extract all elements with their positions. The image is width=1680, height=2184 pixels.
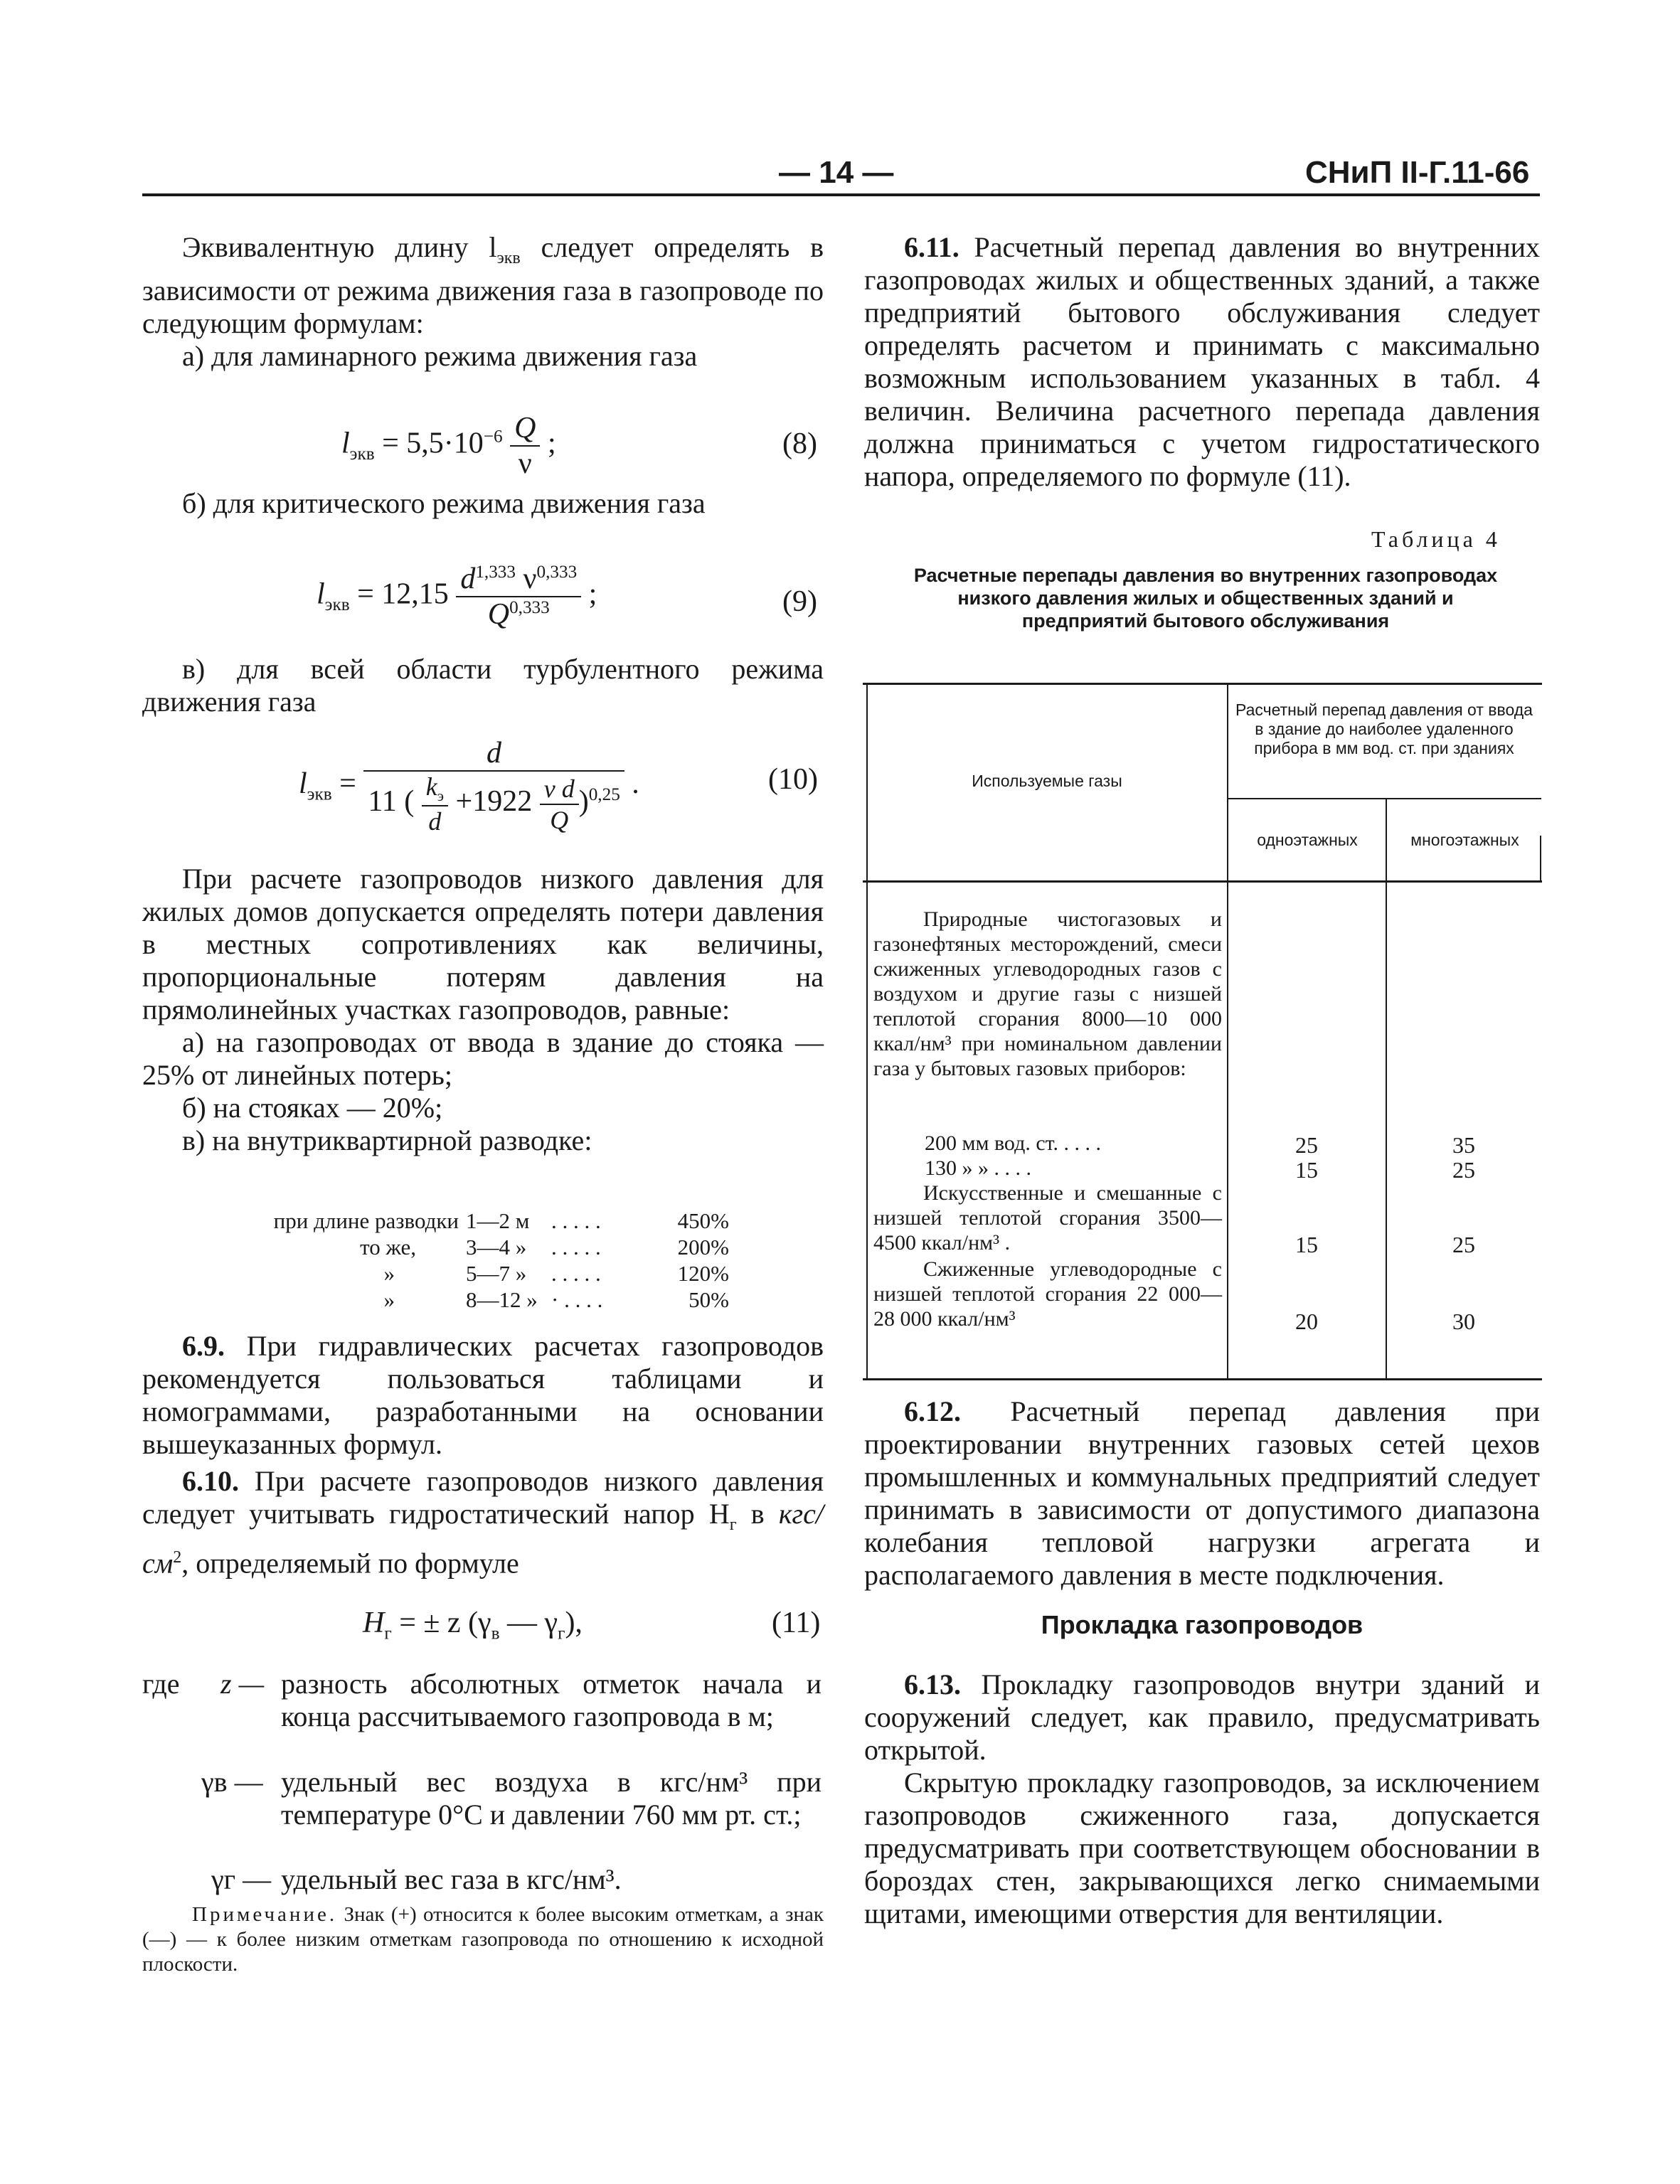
distribution-list bbox=[213, 1208, 754, 1313]
formula-11: $H_г$ = ± z ($\gamma_в$ — $\gamma_г$), bbox=[363, 1607, 583, 1644]
def-gamma-g: удельный вес газа в кгс/нм³. bbox=[281, 1863, 622, 1895]
row-natural-gases: Природные чистогазовых и газонефтяных месторождений, смеси сжиженных углеводородных газов с воздухом и другие газы с низшей теплотой сгорания 8000—10 000 ккал/нм³ при номинальном давлении газа у бытовых газовых приборов: bbox=[873, 907, 1222, 1080]
table-col-divider-2 bbox=[1386, 798, 1387, 1380]
column-header-gas: Используемые газы bbox=[972, 772, 1122, 790]
distribution-row: то же, 3—4 » . . . . . 200% bbox=[360, 1235, 729, 1259]
column-header-group: Расчетный перепад давления от ввода в здание до наиболее удаленного прибора в мм вод. ст. при зданиях bbox=[1235, 701, 1533, 757]
row-130mm-label: 130 » » . . . . bbox=[925, 1156, 1031, 1180]
calc-paragraph: При расчете газопроводов низкого давления для жилых домов допускается определять потери давления в местных сопротивлениях как величины, пропорциональные потерям давления на прямолинейных участках газопроводов, равные: bbox=[142, 863, 824, 1026]
paragraph-6-13-b: Скрытую прокладку газопроводов, за исключением газопроводов сжиженного газа, допускается предусматривать при соответствующем обосновании в бороздах стен, закрывающихся легко снимаемыми щитами, имеющими отверстия для вентиляции. bbox=[864, 1767, 1540, 1929]
column-header-one-storey: одноэтажных bbox=[1257, 831, 1358, 849]
section-title: Прокладка газопроводов bbox=[1041, 1610, 1363, 1639]
left-body bbox=[142, 863, 824, 1157]
right-body bbox=[864, 231, 1540, 493]
row-130mm-multi: 25 bbox=[1452, 1157, 1475, 1183]
paragraph-6-10: 6.10. При расчете газопроводов низкого давления следует учитывать гидростатический напор $H_г$ в кгс/$см^2$, определяемый по формуле bbox=[142, 1465, 824, 1580]
table-subheader-rule bbox=[1228, 798, 1541, 799]
table-header-rule bbox=[863, 880, 1542, 883]
def-gamma-v: удельный вес воздуха в кгс/нм³ при температуре 0°С и давлении 760 мм рт. ст.; bbox=[281, 1766, 822, 1831]
column-header-multi-storey: многоэтажных bbox=[1410, 831, 1519, 849]
formula-10-number: (10) bbox=[768, 763, 818, 796]
def-z-symbol: z — bbox=[220, 1668, 265, 1700]
table-title: Расчетные перепады давления во внутренних газопроводах низкого давления жилых и общественных зданий и предприятий бытового обслуживания bbox=[913, 565, 1498, 632]
row-130mm-one: 15 bbox=[1295, 1157, 1318, 1183]
paragraph-6-11: 6.11. Расчетный перепад давления во внутренних газопроводах жилых и общественных зданий, а также предприятий бытового обслуживания следует определять расчетом и принимать с максимально возможным использованием указанных в табл. 4 величин. Величина расчетного перепада давления должна приниматься с учетом гидростатического напора, определяемого по формуле (11). bbox=[864, 231, 1540, 492]
note: Примечание. Знак (+) относится к более высоким отметкам, а знак (—) — к более низким отметкам газопровода по отношению к исходной плоскости. bbox=[142, 1903, 824, 1976]
table-label: Таблица 4 bbox=[1371, 526, 1501, 552]
row-artificial-gases: Искусственные и смешанные с низшей теплотой сгорания 3500—4500 ккал/нм³ . bbox=[873, 1181, 1222, 1255]
distribution-row: » 8—12 » · . . . . 50% bbox=[383, 1287, 729, 1312]
turbulent-item-block bbox=[142, 653, 824, 718]
page-number: — 14 — bbox=[779, 155, 894, 190]
paragraph-6-9: 6.9. При гидравлических расчетах газопроводов рекомендуется пользоваться таблицами и номограммами, разработанными на основании вышеуказанных формул. bbox=[142, 1330, 824, 1460]
formula-11-number: (11) bbox=[772, 1607, 821, 1639]
row-200mm-multi: 35 bbox=[1452, 1132, 1475, 1158]
paragraph-6-12: 6.12. Расчетный перепад давления при проектировании внутренних газовых сетей цехов промышленных и коммунальных предприятий следует принимать в зависимости от допустимого диапазона колебания тепловой нагрузки агрегата и располагаемого давления в месте подключения. bbox=[864, 1395, 1540, 1591]
row-200mm-one: 25 bbox=[1295, 1132, 1318, 1158]
left-body-2 bbox=[142, 1330, 824, 1580]
def-gamma-v-symbol: γв — bbox=[201, 1766, 263, 1798]
table-col-divider-1 bbox=[1227, 683, 1228, 1380]
table-bottom-rule bbox=[863, 1378, 1542, 1380]
formula-10: $l_{экв}$ = d 11 ( $\frac{k_э}{d}$ +1922 $\frac{\text{ν d}}{Q}$ )$^{0,25}$ . bbox=[299, 737, 639, 836]
right-body-2 bbox=[864, 1395, 1540, 1930]
list-item-c: в) на внутриквартирной разводке: bbox=[182, 1124, 592, 1156]
critical-item: б) для критического режима движения газа bbox=[182, 487, 706, 519]
where-label: где bbox=[142, 1668, 180, 1700]
critical-item-block bbox=[142, 487, 824, 520]
paragraph-6-13: 6.13. Прокладку газопроводов внутри зданий и сооружений следует, как правило, предусматривать открытой. bbox=[864, 1668, 1540, 1766]
formula-9: $l_{экв} = 12,15$ $\frac{d^{1,333} \nu^{0,333}}{Q^{0,333}}$ ; bbox=[317, 563, 597, 631]
laminar-item: а) для ламинарного режима движения газа bbox=[182, 340, 698, 372]
formula-8: $l_{экв} = 5,5\cdot 10^{-6}$ $\frac{Q}{\nu}$ ; bbox=[341, 412, 556, 480]
row-artificial-multi: 25 bbox=[1452, 1232, 1475, 1257]
distribution-row: » 5—7 » . . . . . 120% bbox=[383, 1261, 729, 1286]
list-item-b: б) на стояках — 20%; bbox=[182, 1092, 443, 1124]
def-gamma-g-symbol: γг — bbox=[211, 1863, 272, 1895]
row-artificial-one: 15 bbox=[1295, 1232, 1318, 1257]
row-liquefied-gases: Сжиженные углеводородные с низшей теплотой сгорания 22 000—28 000 ккал/нм³ bbox=[873, 1257, 1222, 1331]
def-z: разность абсолютных отметок начала и конца рассчитываемого газопровода в м; bbox=[281, 1668, 822, 1732]
left-column bbox=[142, 231, 824, 373]
row-liquefied-one: 20 bbox=[1295, 1309, 1318, 1334]
list-item-a: а) на газопроводах от ввода в здание до стояка — 25% от линейных потерь; bbox=[142, 1026, 824, 1091]
distribution-row: при длине разводки 1—2 м . . . . . 450% bbox=[273, 1208, 729, 1233]
table-top-rule bbox=[863, 683, 1542, 685]
turbulent-item: в) для всей области турбулентного режима движения газа bbox=[142, 653, 824, 718]
formula-9-number: (9) bbox=[782, 585, 817, 618]
header-rule bbox=[142, 193, 1540, 196]
table-left-border bbox=[866, 683, 868, 1380]
row-200mm-label: 200 мм вод. ст. . . . . bbox=[925, 1131, 1101, 1155]
formula-8-number: (8) bbox=[782, 427, 817, 460]
row-liquefied-multi: 30 bbox=[1452, 1309, 1475, 1334]
intro-paragraph: Эквивалентную длину $l_{экв}$ следует определять в зависимости от режима движения газа в газопроводе по следующим формулам: bbox=[142, 231, 824, 339]
document-code: СНиП II-Г.11-66 bbox=[1305, 155, 1530, 190]
